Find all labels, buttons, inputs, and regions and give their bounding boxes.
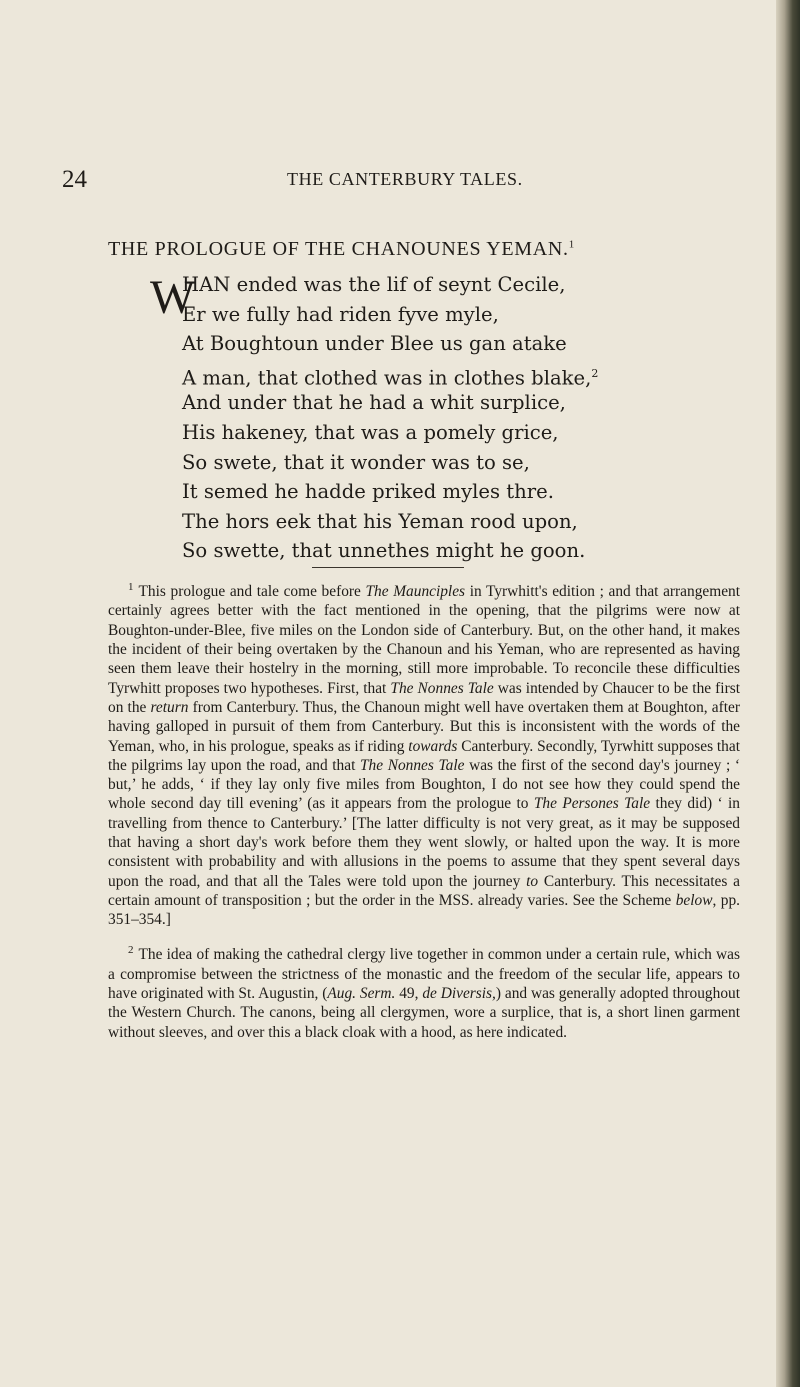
page-number: 24 xyxy=(62,166,87,193)
footnote-text-run: in Tyrwhitt's edition ; and that arrangement certainly agrees better with the fact mentioned in the opening, that the pilgrims were now at Boughton-under-Blee, five miles on the London side of Canterbury. But, on the other hand, it makes the incident of their being overtaken by the Chanoun and his Yeman, who are represented as having seen them leave their hostelry in the morning, still more improbable. To reconcile these difficulties Tyrwhitt proposes two hypotheses. First, that xyxy=(108,583,741,697)
footnote-italic-text: The Persones Tale xyxy=(533,795,651,813)
verse-line: So swete, that it wonder was to se, xyxy=(182,450,530,474)
scanned-page-edge xyxy=(776,0,800,1387)
footnote-text-run: 49, xyxy=(395,985,423,1003)
footnote-text-run: Canterbury. This necessitates a certain amount of transposition ; but the order in the MSS. already varies. See the Scheme xyxy=(108,872,740,909)
verse-line: HAN ended was the lif of seynt Cecile, xyxy=(182,273,566,296)
footnote-divider xyxy=(312,567,464,568)
footnote-text-run: ) and was generally adopted throughout the Western Church. The canons, being all clergymen, wore a surplice, that is, a short linen garment without sleeves, and over this a black cloak with a hood, as here indicated. xyxy=(108,985,740,1041)
footnote-italic-text: return xyxy=(150,698,189,716)
footnote-text-run: The idea of making the cathedral clergy live together in common under a certain rule, which was a compromise between the strictness of the monastic and the freedom of the secular life, appears to have originated with St. Augustin, ( xyxy=(108,946,740,1003)
poem xyxy=(150,270,742,566)
footnote-italic-text: towards xyxy=(408,737,458,755)
footnotes xyxy=(108,578,740,1054)
footnote-text-run: from Canterbury. Thus, the Chanoun might well have overtaken them at Boughton, after having galloped in pursuit of them from Canterbury. But this is inconsistent with the words of the Yeman, who, in his prologue, speaks as if riding xyxy=(108,698,740,755)
prologue-title-text: THE PROLOGUE OF THE CHANOUNES YEMAN. xyxy=(108,238,569,260)
footnote xyxy=(108,578,740,929)
footnote-text-run: Canterbury. Secondly, Tyrwhitt supposes that the pilgrims lay upon the road, and that xyxy=(108,737,740,774)
footnote-mark: 1 xyxy=(128,581,134,593)
prologue-title xyxy=(108,238,574,261)
footnote-italic-text: The Nonnes Tale xyxy=(390,679,494,697)
verse-line: And under that he had a whit surplice, xyxy=(182,391,566,415)
footnote xyxy=(108,941,740,1042)
verse-line: At Boughtoun under Blee us gan atake xyxy=(182,332,567,356)
footnote-text-run: , pp. 351–354.] xyxy=(108,891,740,929)
footnote-text-run: was intended by Chaucer to be the first on the xyxy=(108,679,740,716)
verse-line-text: A man, that clothed was in clothes blake, xyxy=(182,366,592,390)
footnote-italic-text: below xyxy=(675,891,713,909)
footnote-italic-text: de Diversis, xyxy=(422,985,496,1003)
footnote-text xyxy=(108,947,740,1041)
footnote-mark: 2 xyxy=(128,944,134,957)
footnote-italic-text: Aug. Serm. xyxy=(327,985,396,1003)
footnote-text-run: was the first of the second day's journey ; ‘ but,’ he adds, ‘ if they lay only five miles from Boughton, I do not see how they could spend the whole second day till evening’ (as it appears from the prologue to xyxy=(108,756,741,813)
drop-cap: W xyxy=(150,271,196,324)
running-head: THE CANTERBURY TALES. xyxy=(287,169,523,189)
footnote-text-run: they did) ‘ in travelling from thence to Canterbury.’ [The latter difficulty is not very great, as it may be supposed that having a short day's work before them they went slowly, or halted upon the way. It is more consistent with probability and with allusions in the poems to assume that they spent several days upon the road, and that all the Tales were told upon the journey xyxy=(108,795,741,890)
footnote-text-run: This prologue and tale come before xyxy=(138,583,366,601)
verse-line: His hakeney, that was a pomely grice, xyxy=(182,420,559,444)
footnote-italic-text: The Nonnes Tale xyxy=(360,756,465,774)
verse-line xyxy=(182,359,742,389)
footnote-italic-text: to xyxy=(526,872,539,890)
verse-line: So swette, that unnethes might he goon. xyxy=(182,539,586,563)
footnote-ref-1: 1 xyxy=(568,238,575,251)
footnote-ref-2: 2 xyxy=(591,366,599,380)
verse-line: Er we fully had riden fyve myle, xyxy=(182,302,499,326)
page-header xyxy=(62,166,752,196)
verse-line: It semed he hadde priked myles thre. xyxy=(182,480,554,504)
verse-line: The hors eek that his Yeman rood upon, xyxy=(182,509,578,533)
footnote-italic-text: The Maunciples xyxy=(365,583,466,601)
footnote-text xyxy=(108,583,740,928)
